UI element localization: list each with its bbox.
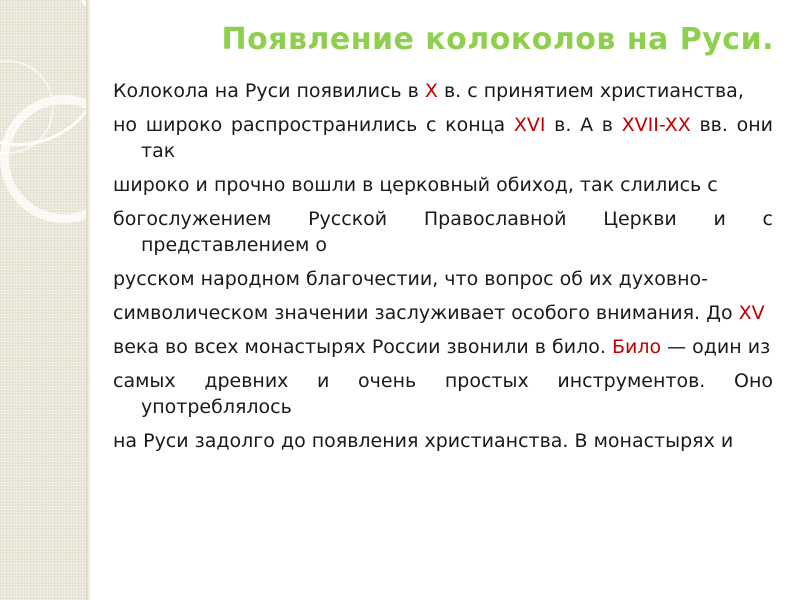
decorative-sidebar bbox=[0, 0, 86, 600]
highlighted-text: XVII-XX bbox=[621, 114, 691, 136]
paragraph-text: символическом значении заслуживает особого внимания. До bbox=[113, 302, 739, 324]
paragraph-text: на Руси задолго до появления христианства. В монастырях и bbox=[113, 430, 734, 452]
paragraph-text: в. с принятием христианства, bbox=[437, 80, 744, 102]
body-paragraph bbox=[113, 172, 773, 198]
paragraph-text: века во всех монастырях России звонили в било. bbox=[113, 336, 612, 358]
paragraph-text: Колокола на Руси появились в bbox=[113, 80, 425, 102]
slide-title: Появление колоколов на Руси. bbox=[221, 22, 774, 57]
paragraph-text: широко и прочно вошли в церковный обиход, так слились с bbox=[113, 174, 718, 196]
paragraph-text: — один из bbox=[661, 336, 771, 358]
body-paragraph bbox=[113, 78, 773, 104]
body-paragraph bbox=[113, 300, 773, 326]
body-paragraph bbox=[113, 428, 773, 454]
highlighted-text: XV bbox=[738, 302, 765, 324]
paragraph-text: в. А в bbox=[545, 114, 622, 136]
highlighted-text: X bbox=[424, 80, 438, 102]
paragraph-text: но широко распространились с конца bbox=[113, 114, 514, 136]
body-paragraph bbox=[113, 206, 773, 258]
slide-body bbox=[113, 78, 773, 462]
body-paragraph bbox=[113, 112, 773, 164]
paragraph-text: самых древних и очень простых инструментов. Оно употреблялось bbox=[113, 370, 773, 418]
paragraph-text: русском народном благочестии, что вопрос об их духовно- bbox=[113, 268, 709, 290]
sidebar-edge bbox=[86, 0, 91, 600]
highlighted-text: XVI bbox=[513, 114, 546, 136]
paragraph-text: вв. они так bbox=[141, 114, 773, 162]
body-paragraph bbox=[113, 368, 773, 420]
paragraph-text: богослужением Русской Православной Церкви и с представлением о bbox=[113, 208, 773, 256]
highlighted-text: Било bbox=[611, 336, 662, 358]
body-paragraph bbox=[113, 334, 773, 360]
body-paragraph bbox=[113, 266, 773, 292]
